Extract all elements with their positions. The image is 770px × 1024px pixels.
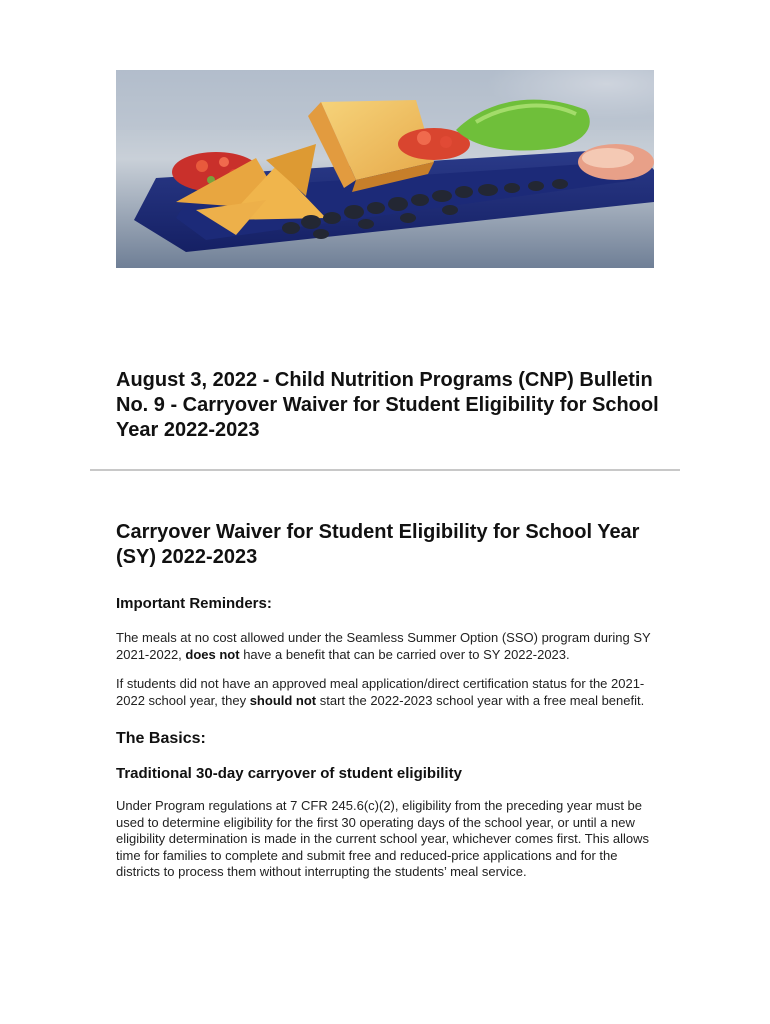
- reminder-paragraph-2: [116, 676, 661, 709]
- reminder-paragraph-1: [116, 630, 661, 663]
- bulletin-title: August 3, 2022 - Child Nutrition Programs (CNP) Bulletin No. 9 - Carryover Waiver for Student Eligibility for School Year 2022-2023: [116, 369, 659, 441]
- reminder-1-emphasis: does not: [185, 646, 240, 662]
- section-divider: [90, 469, 680, 471]
- section-title: Carryover Waiver for Student Eligibility for School Year (SY) 2022-2023: [116, 521, 640, 568]
- hero-food-tray-image: [116, 70, 654, 268]
- reminder-2-text-b: start the 2022-2023 school year with a free meal benefit.: [316, 692, 645, 708]
- reminder-2-text-a: If students did not have an approved meal application/direct certification status for the 2021-2022 school year, they: [116, 676, 645, 708]
- bulletin-body: [116, 520, 661, 894]
- basics-heading: The Basics:: [116, 730, 206, 747]
- reminder-1-text-b: have a benefit that can be carried over to SY 2022-2023.: [239, 646, 570, 662]
- reminder-1-text-a: The meals at no cost allowed under the Seamless Summer Option (SSO) program during SY 2021-2022,: [116, 630, 651, 662]
- reminders-heading: Important Reminders:: [116, 595, 272, 612]
- carryover-heading: Traditional 30-day carryover of student eligibility: [116, 765, 462, 782]
- reminder-2-emphasis: should not: [249, 692, 317, 708]
- carryover-paragraph: Under Program regulations at 7 CFR 245.6(c)(2), eligibility from the preceding year must be used to determine eligibility for the first 30 operating days of the school year, or until a new eligibility determination is made in the current school year, whichever comes first. This allows time for families to complete and submit free and reduced-price applications and for the districts to process them without interrupting the students’ meal service.: [116, 798, 649, 879]
